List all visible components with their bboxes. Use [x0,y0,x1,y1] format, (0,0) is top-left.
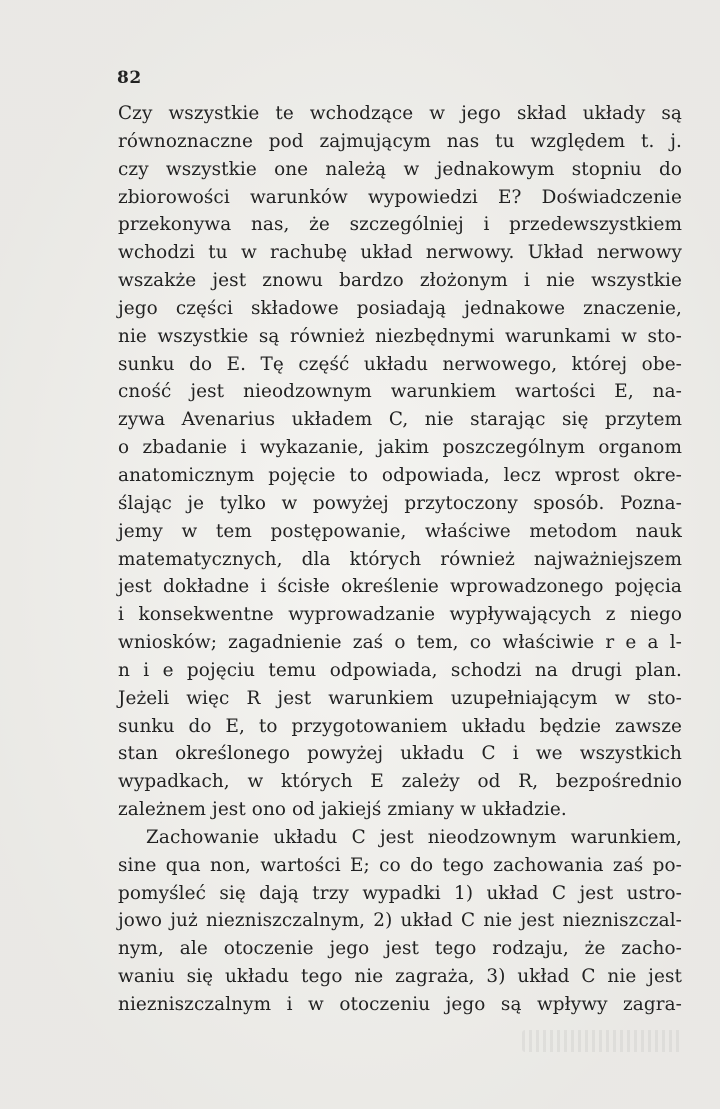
body-text [118,100,682,1019]
text-line: sunku do E. Tę część układu nerwowego, której obe- [118,353,682,375]
text-line: zależnem jest ono od jakiejś zmiany w układzie. [118,799,567,821]
text-line: równoznaczne pod zajmującym nas tu względem t. j. [118,130,682,152]
text-line: wypadkach, w których E zależy od R, bezpośrednio [118,771,682,793]
text-line: wszakże jest znowu bardzo złożonym i nie wszystkie [118,270,682,292]
text-line: Zachowanie układu C jest nieodzownym warunkiem, [146,826,682,848]
text-line: cność jest nieodzownym warunkiem wartości E, na- [118,381,682,403]
text-line: anatomicznym pojęcie to odpowiada, lecz wprost okre- [118,464,682,486]
text-line: wchodzi tu w rachubę układ nerwowy. Układ nerwowy [118,242,682,264]
text-line: sunku do E, to przygotowaniem układu będzie zawsze [118,715,682,737]
text-line: czy wszystkie one należą w jednakowym stopniu do [118,158,682,180]
text-line: zywa Avenarius układem C, nie starając się przytem [118,409,682,431]
text-line: Jeżeli więc R jest warunkiem uzupełniającym w sto- [118,687,682,709]
text-line: jowo już niezniszczalnym, 2) układ C nie jest niezniszczal- [118,910,682,932]
text-line: wniosków; zagadnienie zaś o tem, co właściwie r e a l- [118,632,682,654]
text-line: Czy wszystkie te wchodzące w jego skład układy są [118,103,682,124]
text-line: waniu się układu tego nie zagraża, 3) układ C nie jest [118,966,682,988]
text-line: nym, ale otoczenie jego jest tego rodzaju, że zacho- [118,938,682,960]
text-line: niezniszczalnym i w otoczeniu jego są wpływy zagra- [118,994,682,1015]
text-line: ślając je tylko w powyżej przytoczony sposób. Pozna- [118,492,682,514]
text-line: przekonywa nas, że szczególniej i przedewszystkiem [118,214,682,236]
text-line: jest dokładne i ścisłe określenie wprowadzonego pojęcia [118,576,682,598]
text-line: pomyśleć się dają trzy wypadki 1) układ C jest ustro- [118,882,682,904]
faded-library-stamp [522,1030,682,1052]
text-line: stan określonego powyżej układu C i we wszystkich [118,743,682,765]
text-line: zbiorowości warunków wypowiedzi E? Doświadczenie [118,186,682,208]
text-line: nie wszystkie są również niezbędnymi warunkami w sto- [118,325,682,347]
text-line: jego części składowe posiadają jednakowe znaczenie, [118,297,682,319]
text-line: jemy w tem postępowanie, właściwe metodom nauk [118,520,682,542]
text-line: o zbadanie i wykazanie, jakim poszczególnym organom [118,437,682,459]
text-line: matematycznych, dla których również najważniejszem [118,548,682,570]
text-line: sine qua non, wartości E; co do tego zachowania zaś po- [118,854,682,876]
text-line: n i e pojęciu temu odpowiada, schodzi na drugi plan. [118,659,682,681]
text-line: i konsekwentne wyprowadzanie wypływających z niego [118,604,682,626]
page-number: 82 [117,68,142,88]
